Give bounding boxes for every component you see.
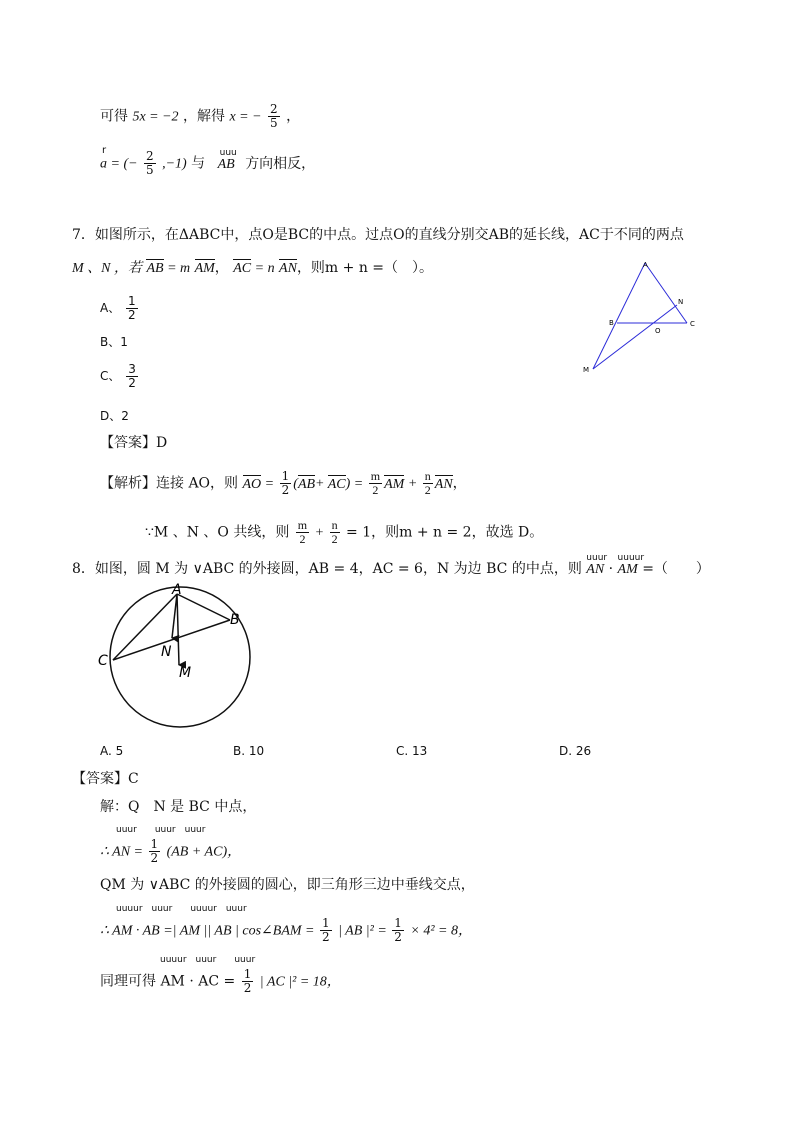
fraction: $\frac{1}{2}$ bbox=[281, 469, 290, 498]
q7-analysis bbox=[100, 470, 467, 497]
text: M 、N ，若 bbox=[72, 261, 142, 276]
label-b: B bbox=[609, 319, 614, 327]
q8-sol-line1 bbox=[100, 800, 256, 814]
text: QM 为 ∨ABC 的外接圆的圆心，即三角形三边中垂线交点， bbox=[100, 877, 475, 893]
fraction: $\frac{2}{5}$ bbox=[146, 149, 154, 178]
label-a: A bbox=[172, 582, 182, 598]
text: = n bbox=[251, 261, 275, 276]
q7-answer bbox=[100, 436, 167, 450]
text: + bbox=[404, 476, 421, 492]
vector-mark: r bbox=[102, 145, 107, 156]
vector-an: AN bbox=[586, 562, 605, 577]
line-mn bbox=[593, 305, 677, 369]
q7-triangle-figure bbox=[575, 255, 705, 380]
equation: x = − bbox=[229, 109, 262, 125]
q8-answer bbox=[72, 772, 139, 786]
label-n: N bbox=[161, 644, 172, 660]
q8-option-b[interactable] bbox=[233, 745, 264, 757]
text: ，则m + n =（ ）。 bbox=[296, 260, 434, 276]
label-m: M bbox=[179, 665, 192, 681]
q8-sol-line4 bbox=[100, 904, 472, 945]
text: 方向相反， bbox=[245, 155, 316, 172]
fraction: $\frac{n}{2}$ bbox=[424, 469, 431, 498]
option-label: C、 bbox=[100, 369, 121, 384]
equation: ∴ AM · AB =| AM || AB | cos∠BAM = bbox=[100, 923, 318, 939]
fraction: $\frac{1}{2}$ bbox=[128, 294, 136, 323]
line-vector-a bbox=[100, 145, 316, 178]
fraction: $\frac{2}{5}$ bbox=[270, 102, 278, 131]
vector-ab: AB bbox=[146, 261, 164, 276]
vector-ac: AC bbox=[327, 476, 346, 492]
vector-mark: uuuur uuur uuur bbox=[160, 955, 256, 965]
text: + bbox=[315, 476, 328, 492]
fraction: $\frac{1}{2}$ bbox=[394, 916, 402, 945]
equation: × 4² = 8， bbox=[410, 923, 472, 939]
circumcircle bbox=[110, 587, 250, 727]
q7-stem-line2 bbox=[72, 261, 433, 276]
equation: ∴ AN = bbox=[100, 844, 147, 860]
label-c: C bbox=[98, 653, 108, 669]
label-m: M bbox=[583, 366, 590, 374]
q7-stem-line1 bbox=[72, 228, 684, 242]
q8-circle-figure bbox=[95, 582, 255, 737]
option-label: A. 5 bbox=[100, 744, 124, 758]
equation: | AB |² = bbox=[338, 923, 391, 939]
equation: (AB + AC)， bbox=[166, 844, 242, 860]
vector-mark: uuuur uuur uuuur uuur bbox=[116, 904, 247, 914]
vector-ab: AB bbox=[297, 476, 316, 492]
text: 7．如图所示，在ΔABC中，点O是BC的中点。过点O的直线分别交AB的延长线，AC于不同的两点 bbox=[72, 227, 684, 243]
text: ，解得 bbox=[183, 108, 226, 125]
text: 可得 bbox=[100, 108, 128, 125]
vector-mark: uuur uuur uuur bbox=[116, 825, 206, 835]
vector-am: AM bbox=[617, 562, 638, 577]
q7-option-b[interactable] bbox=[100, 336, 128, 348]
text: 解：Q N 是 BC 中点， bbox=[100, 799, 257, 815]
label-b: B bbox=[230, 612, 240, 628]
q8-stem bbox=[72, 553, 710, 577]
vector-am: AM bbox=[194, 261, 215, 276]
vector-an: AN bbox=[279, 261, 297, 276]
q8-option-d[interactable] bbox=[559, 745, 591, 757]
fraction: $\frac{1}{2}$ bbox=[243, 967, 252, 996]
vector-mark: uuur bbox=[586, 553, 608, 563]
fraction: $\frac{m}{2}$ bbox=[297, 518, 308, 547]
answer-label: 【答案】C bbox=[72, 771, 139, 787]
line-am bbox=[593, 263, 645, 369]
q7-analysis-line2 bbox=[145, 519, 543, 546]
line-solution-5x bbox=[100, 103, 300, 130]
equation: | AC |² = 18， bbox=[259, 974, 341, 990]
q8-sol-line2 bbox=[100, 825, 242, 866]
vector-ao: AO bbox=[242, 476, 262, 492]
vector-an: AN bbox=[434, 476, 453, 492]
fraction: $\frac{m}{2}$ bbox=[370, 469, 381, 498]
option-label: B、1 bbox=[100, 335, 128, 349]
equation: 同理可得 AM · AC = bbox=[100, 973, 240, 990]
text: 【解析】连接 AO，则 bbox=[100, 475, 239, 492]
label-n: N bbox=[678, 298, 684, 306]
fraction: $\frac{n}{2}$ bbox=[331, 518, 338, 547]
q8-sol-line5 bbox=[100, 955, 341, 996]
text: ) = bbox=[345, 476, 367, 492]
text: 8．如图，圆 M 为 ∨ABC 的外接圆，AB = 4，AC = 6，N 为边 BC 的中点，则 bbox=[72, 561, 582, 577]
label-o: O bbox=[655, 327, 661, 335]
vector-am: AM bbox=[384, 476, 405, 492]
q7-option-d[interactable] bbox=[100, 410, 129, 422]
label-a: A bbox=[643, 261, 648, 269]
text: ( bbox=[293, 476, 298, 492]
segment-cb bbox=[113, 620, 230, 660]
answer-label: 【答案】D bbox=[100, 435, 168, 451]
q8-option-c[interactable] bbox=[396, 745, 427, 757]
text: =（ ） bbox=[637, 561, 710, 577]
option-label: D、2 bbox=[100, 409, 129, 423]
vector-an-arrow bbox=[172, 594, 177, 638]
text: ∵M 、N 、O 共线，则 bbox=[145, 524, 290, 541]
text: = bbox=[261, 476, 278, 492]
text: · bbox=[604, 561, 618, 577]
vector-mark: uuuur bbox=[617, 553, 645, 563]
equation: ,−1) bbox=[162, 156, 187, 172]
equation: a = (− bbox=[100, 156, 138, 172]
text: = 1，则m + n = 2，故选 D。 bbox=[341, 524, 544, 541]
segment-ab bbox=[177, 594, 230, 620]
option-label: A、 bbox=[100, 301, 121, 316]
q8-sol-line3 bbox=[100, 878, 475, 892]
fraction: $\frac{1}{2}$ bbox=[150, 837, 159, 866]
text: 与 bbox=[191, 155, 206, 172]
equation: 5x = −2 bbox=[132, 109, 179, 125]
vector-mark: uuu bbox=[219, 147, 237, 158]
text: ， bbox=[214, 260, 229, 276]
vector-ab: AB bbox=[217, 156, 235, 172]
q7-option-a[interactable] bbox=[100, 295, 140, 322]
fraction: $\frac{1}{2}$ bbox=[321, 916, 330, 945]
text: ， bbox=[286, 108, 301, 125]
q8-option-a[interactable] bbox=[100, 745, 123, 757]
vector-ac: AC bbox=[233, 261, 252, 276]
q7-option-c[interactable] bbox=[100, 363, 140, 390]
text: + bbox=[311, 525, 328, 541]
label-c: C bbox=[690, 320, 695, 328]
vector-am-arrow bbox=[177, 594, 179, 665]
fraction: $\frac{3}{2}$ bbox=[128, 362, 136, 391]
option-label: B. 10 bbox=[233, 744, 265, 758]
option-label: D. 26 bbox=[559, 744, 592, 758]
text: = m bbox=[163, 261, 191, 276]
option-label: C. 13 bbox=[396, 744, 428, 758]
text: ， bbox=[452, 475, 467, 492]
